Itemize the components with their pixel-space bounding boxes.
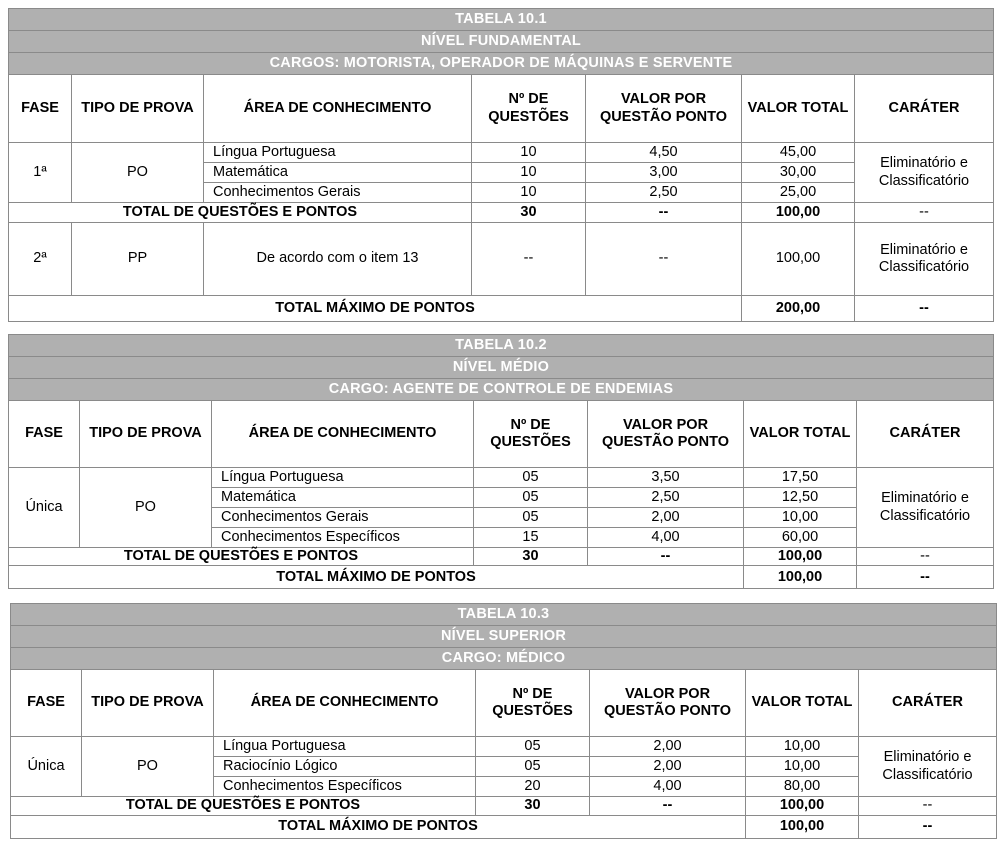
subject-cell: De acordo com o item 13 [204,223,472,296]
total-max-label: TOTAL MÁXIMO DE PONTOS [9,296,742,322]
questions-cell: 05 [476,757,590,777]
table-level: NÍVEL MÉDIO [9,357,994,379]
total-questions-label: TOTAL DE QUESTÕES E PONTOS [9,203,472,223]
header-fase: FASE [11,670,82,737]
total-questions-label: TOTAL DE QUESTÕES E PONTOS [9,548,474,566]
table-row [11,737,997,757]
table-title: TABELA 10.1 [9,9,994,31]
total-points-value: 100,00 [746,797,859,816]
questions-cell: 15 [474,528,588,548]
header-area: ÁREA DE CONHECIMENTO [214,670,476,737]
total-max-value: 100,00 [744,566,857,589]
total-questions-value: 30 [472,203,586,223]
points-per-question-cell: 2,50 [588,488,744,508]
subject-cell: Língua Portuguesa [204,143,472,163]
points-per-question-cell: -- [586,223,742,296]
exam-type-cell: PO [72,143,204,203]
questions-cell: 05 [474,508,588,528]
subject-cell: Conhecimentos Gerais [204,183,472,203]
total-max-row [9,296,994,322]
table-title: TABELA 10.3 [11,604,997,626]
total-max-row [11,816,997,839]
total-points-cell: 60,00 [744,528,857,548]
total-questions-value: 30 [476,797,590,816]
subject-cell: Língua Portuguesa [212,468,474,488]
total-questions-label: TOTAL DE QUESTÕES E PONTOS [11,797,476,816]
header-valor-total: VALOR TOTAL [744,401,857,468]
header-carater: CARÁTER [855,75,994,143]
total-points-per-question: -- [590,797,746,816]
header-questoes: Nº DE QUESTÕES [472,75,586,143]
questions-cell: 05 [474,468,588,488]
total-questions-row [9,203,994,223]
subject-cell: Conhecimentos Específicos [212,528,474,548]
total-max-label: TOTAL MÁXIMO DE PONTOS [9,566,744,589]
header-tipo-prova: TIPO DE PROVA [72,75,204,143]
subject-cell: Matemática [212,488,474,508]
header-valor-questao: VALOR POR QUESTÃO PONTO [588,401,744,468]
total-questions-row [9,548,994,566]
header-valor-questao: VALOR POR QUESTÃO PONTO [586,75,742,143]
total-max-character: -- [855,296,994,322]
questions-cell: 05 [476,737,590,757]
table-10-1 [8,8,994,322]
questions-cell: 10 [472,143,586,163]
phase-cell: 2ª [9,223,72,296]
total-points-value: 100,00 [744,548,857,566]
table-row [9,468,994,488]
total-max-character: -- [859,816,997,839]
total-points-cell: 80,00 [746,777,859,797]
table-positions: CARGO: MÉDICO [11,648,997,670]
questions-cell: 10 [472,183,586,203]
total-points-per-question: -- [588,548,744,566]
exam-type-cell: PP [72,223,204,296]
points-per-question-cell: 3,50 [588,468,744,488]
questions-cell: -- [472,223,586,296]
exam-type-cell: PO [80,468,212,548]
subject-cell: Conhecimentos Gerais [212,508,474,528]
points-per-question-cell: 2,50 [586,183,742,203]
points-per-question-cell: 2,00 [590,737,746,757]
exam-type-cell: PO [82,737,214,797]
total-character: -- [857,548,994,566]
table-positions: CARGOS: MOTORISTA, OPERADOR DE MÁQUINAS E SERVENTE [9,53,994,75]
total-points-cell: 25,00 [742,183,855,203]
points-per-question-cell: 3,00 [586,163,742,183]
table-row [9,143,994,163]
questions-cell: 10 [472,163,586,183]
phase-cell: 1ª [9,143,72,203]
table-title: TABELA 10.2 [9,335,994,357]
subject-cell: Matemática [204,163,472,183]
table-level: NÍVEL SUPERIOR [11,626,997,648]
total-points-cell: 12,50 [744,488,857,508]
table-level: NÍVEL FUNDAMENTAL [9,31,994,53]
points-per-question-cell: 4,50 [586,143,742,163]
subject-cell: Raciocínio Lógico [214,757,476,777]
character-cell: Eliminatório e Classificatório [855,223,994,296]
table-10-2 [8,334,994,589]
header-fase: FASE [9,401,80,468]
total-max-value: 200,00 [742,296,855,322]
total-questions-value: 30 [474,548,588,566]
subject-cell: Língua Portuguesa [214,737,476,757]
questions-cell: 05 [474,488,588,508]
questions-cell: 20 [476,777,590,797]
table-10-3 [10,603,997,839]
header-valor-questao: VALOR POR QUESTÃO PONTO [590,670,746,737]
total-points-cell: 10,00 [746,737,859,757]
points-per-question-cell: 2,00 [590,757,746,777]
header-tipo-prova: TIPO DE PROVA [80,401,212,468]
phase-cell: Única [11,737,82,797]
character-cell: Eliminatório e Classificatório [857,468,994,548]
total-points-cell: 10,00 [746,757,859,777]
header-carater: CARÁTER [859,670,997,737]
total-points-cell: 100,00 [742,223,855,296]
character-cell: Eliminatório e Classificatório [855,143,994,203]
header-valor-total: VALOR TOTAL [746,670,859,737]
header-questoes: Nº DE QUESTÕES [476,670,590,737]
phase-cell: Única [9,468,80,548]
total-max-value: 100,00 [746,816,859,839]
header-valor-total: VALOR TOTAL [742,75,855,143]
total-points-cell: 30,00 [742,163,855,183]
total-questions-row [11,797,997,816]
total-points-per-question: -- [586,203,742,223]
total-character: -- [859,797,997,816]
total-max-label: TOTAL MÁXIMO DE PONTOS [11,816,746,839]
total-points-cell: 10,00 [744,508,857,528]
total-max-row [9,566,994,589]
header-questoes: Nº DE QUESTÕES [474,401,588,468]
points-per-question-cell: 4,00 [590,777,746,797]
total-points-cell: 45,00 [742,143,855,163]
points-per-question-cell: 4,00 [588,528,744,548]
points-per-question-cell: 2,00 [588,508,744,528]
header-tipo-prova: TIPO DE PROVA [82,670,214,737]
table-positions: CARGO: AGENTE DE CONTROLE DE ENDEMIAS [9,379,994,401]
header-area: ÁREA DE CONHECIMENTO [204,75,472,143]
header-fase: FASE [9,75,72,143]
total-max-character: -- [857,566,994,589]
total-points-value: 100,00 [742,203,855,223]
total-character: -- [855,203,994,223]
table-row [9,223,994,296]
subject-cell: Conhecimentos Específicos [214,777,476,797]
header-carater: CARÁTER [857,401,994,468]
header-area: ÁREA DE CONHECIMENTO [212,401,474,468]
character-cell: Eliminatório e Classificatório [859,737,997,797]
total-points-cell: 17,50 [744,468,857,488]
